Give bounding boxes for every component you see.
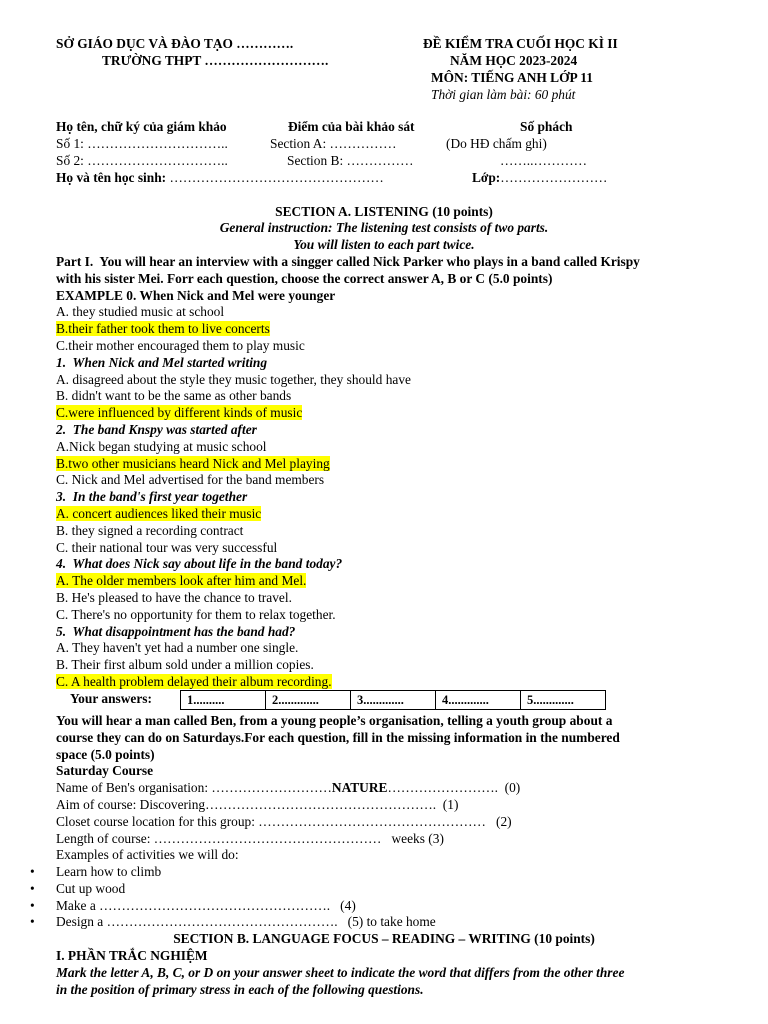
examples-label: Examples of activities we will do: [56, 847, 239, 863]
class-label: Lớp: [472, 170, 501, 185]
q4-option-a: A. The older members look after him and Mel. [56, 573, 307, 589]
part-2-instruction-end: space (5.0 points) [56, 746, 155, 762]
examiner-1: Số 1: ………………………….. [56, 136, 228, 151]
example-option-c: C.their mother encouraged them to play music [56, 337, 305, 353]
class-blank: …………………… [500, 170, 608, 185]
field-3: Length of course: …………………………………………… weeks (3) [56, 830, 444, 846]
activity-list [56, 864, 716, 931]
time-line: Thời gian làm bài: 60 phút [431, 87, 576, 102]
q3-option-b: B. they signed a recording contract [56, 522, 244, 538]
question-2: 2. The band Knspy was started after [56, 421, 257, 437]
code-heading: Số phách [520, 119, 573, 134]
q1-option-b: B. didn't want to be the same as other bands [56, 388, 292, 404]
section-b-instruction: Mark the letter A, B, C, or D on your answer sheet to indicate the word that differs from the other three [56, 965, 625, 980]
answers-label: Your answers: [70, 691, 152, 706]
q5-option-b: B. Their first album sold under a million copies. [56, 657, 314, 673]
exam-title: ĐỀ KIỂM TRA CUỐI HỌC KÌ II [423, 36, 618, 51]
field-0-answer: NATURE [331, 780, 388, 796]
answer-cell-1[interactable]: 1.......... [181, 691, 266, 710]
q3-option-c: C. their national tour was very successful [56, 539, 278, 555]
examiner-2: Số 2: ………………………….. [56, 153, 228, 168]
question-4: 4. What does Nick say about life in the band today? [56, 556, 343, 572]
score-heading: Điểm của bài khảo sát [288, 119, 415, 134]
q1-option-c: C.were influenced by different kinds of music [56, 405, 303, 421]
q2-option-c: C. Nick and Mel advertised for the band members [56, 472, 325, 488]
example-option-a: A. they studied music at school [56, 304, 225, 320]
answer-cell-2[interactable]: 2............. [266, 691, 351, 710]
q4-option-c: C. There's no opportunity for them to relax together. [56, 606, 336, 622]
example-option-b: B.their father took them to live concerts [56, 321, 270, 337]
part-1-instruction: Part I. You will hear an interview with a singger called Nick Parker who plays in a band called Krispy [56, 254, 640, 269]
q2-option-b: B.two other musicians heard Nick and Mel playing [56, 455, 330, 471]
q3-option-a: A. concert audiences liked their music [56, 505, 262, 521]
section-a-instruction-2: You will listen to each part twice. [293, 237, 475, 252]
subject-line: MÔN: TIẾNG ANH LỚP 11 [431, 70, 593, 85]
q4-option-b: B. He's pleased to have the chance to travel. [56, 589, 292, 605]
code-note: (Do HĐ chấm ghi) [446, 136, 547, 151]
activity-item: • Learn how to climb [56, 864, 716, 881]
field-0 [56, 780, 716, 797]
student-name-line [56, 170, 384, 187]
school-year: NĂM HỌC 2023-2024 [450, 53, 578, 68]
department-line: SỞ GIÁO DỤC VÀ ĐÀO TẠO …………. [56, 36, 294, 51]
example-question: EXAMPLE 0. When Nick and Mel were younger [56, 287, 336, 303]
multiple-choice-heading: I. PHẦN TRẮC NGHIỆM [56, 948, 208, 963]
section-a-instruction-1: General instruction: The listening test consists of two parts. [219, 220, 549, 235]
field-2: Closet course location for this group: …………………………………………… (2) [56, 813, 512, 829]
q5-option-c: C. A health problem delayed their album recording. [56, 673, 332, 689]
activity-item: • Make a ……………………………………………. (4) [56, 898, 716, 915]
q1-option-a: A. disagreed about the style they music together, they should have [56, 371, 411, 387]
question-1: 1. When Nick and Mel started writing [56, 354, 268, 370]
course-title: Saturday Course [56, 763, 154, 779]
q2-option-a: A.Nick began studying at music school [56, 438, 267, 454]
field-0-end: ……………………. (0) [387, 780, 521, 796]
question-3: 3. In the band's first year together [56, 489, 248, 505]
activity-item: • Cut up wood [56, 881, 716, 898]
activity-item: • Design a ……………………………………………. (5) to take home [56, 914, 716, 931]
class-line [472, 170, 607, 187]
answer-cell-3[interactable]: 3............. [351, 691, 436, 710]
student-name-blank: ………………………………………… [166, 170, 384, 185]
field-0-label: Name of Ben's organisation: ……………………… [56, 780, 332, 796]
answer-cell-4[interactable]: 4............. [436, 691, 521, 710]
part-1-instruction-cont: with his sister Mei. Forr each question, choose the correct answer A, B or C (5.0 points) [56, 270, 553, 286]
section-a-score: Section A: …………… [270, 136, 397, 151]
answer-cell-5[interactable]: 5............. [521, 691, 606, 710]
section-a-title: SECTION A. LISTENING (10 points) [275, 204, 493, 219]
part-2-block [56, 713, 716, 864]
code-blank: ……..………… [500, 153, 588, 168]
school-line: TRƯỜNG THPT ………………………. [102, 53, 329, 68]
section-b-instruction-cont: in the position of primary stress in each of the following questions. [56, 982, 424, 997]
question-5: 5. What disappointment has the band had? [56, 623, 296, 639]
student-name-label: Họ và tên học sinh: [56, 170, 167, 185]
field-1: Aim of course: Discovering……………………………………………. (1) [56, 796, 459, 812]
part-2-instruction: You will hear a man called Ben, from a young people’s organisation, telling a youth group about a [56, 713, 613, 728]
part-2-instruction-cont: course they can do on Saturdays.For each question, fill in the missing information in the numbered [56, 729, 620, 745]
answer-table [180, 690, 606, 710]
examiner-heading: Họ tên, chữ ký của giám khảo [56, 119, 227, 134]
section-b-score: Section B: …………… [287, 153, 414, 168]
part-1-block [56, 254, 716, 691]
section-b-title: SECTION B. LANGUAGE FOCUS – READING – WRITING (10 points) [173, 931, 595, 946]
q5-option-a: A. They haven't yet had a number one single. [56, 640, 299, 656]
